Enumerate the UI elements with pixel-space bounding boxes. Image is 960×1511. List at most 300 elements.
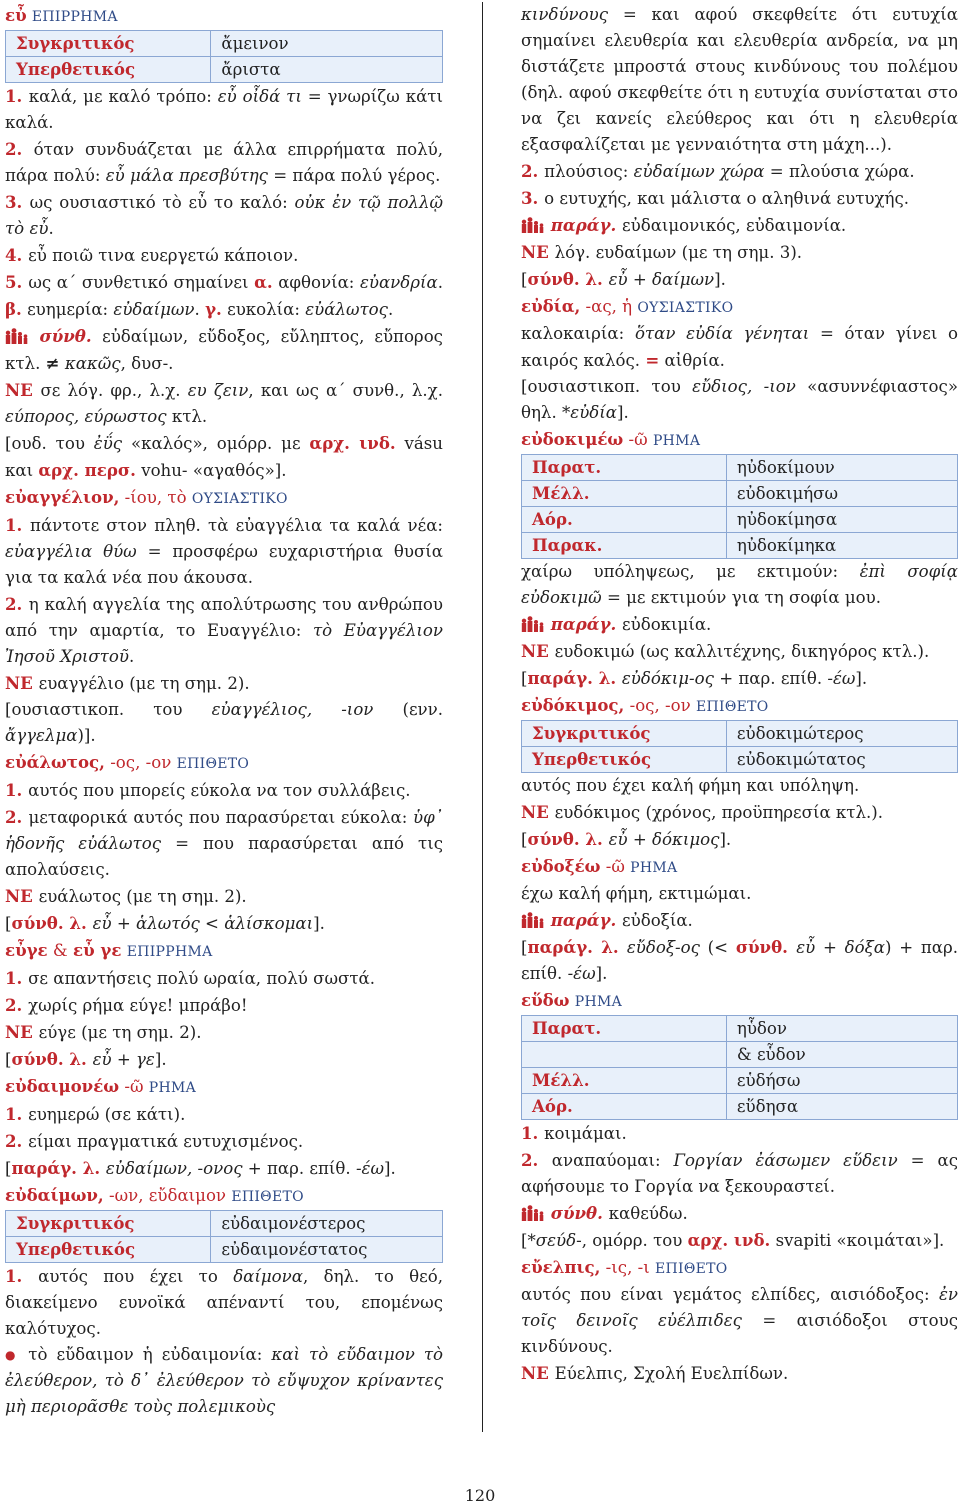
greek-example: εὖ οἶδά τι bbox=[217, 87, 302, 106]
text: «καλός», ομόρρ. με bbox=[122, 434, 310, 453]
entry-paragraph bbox=[5, 965, 443, 992]
table-row bbox=[522, 1068, 958, 1094]
text: . bbox=[128, 647, 135, 666]
text: μεταφορικά αυτός που παρασύρεται εύκολα: bbox=[28, 808, 413, 827]
bullet: ● bbox=[5, 1348, 20, 1362]
marker: 1. bbox=[5, 86, 29, 106]
text: αφθονία: bbox=[272, 273, 360, 292]
table-row bbox=[6, 31, 443, 57]
part-of-speech: ΟΥΣΙΑΣΤΙΚΟ bbox=[637, 300, 734, 316]
entry-paragraph bbox=[5, 269, 443, 323]
table-row bbox=[6, 57, 443, 83]
form-value: ηὐδοκίμηκα bbox=[726, 533, 957, 559]
marker: αρχ. περσ. bbox=[38, 460, 136, 480]
headword: εὐδαιμονέω bbox=[5, 1076, 120, 1096]
marker: 2. bbox=[5, 807, 29, 827]
greek-example: καὶ τὸ εὔδαιμον τὸ ἐλεύθερον, τὸ δ᾽ ἐλεύθερον τὸ εὔψυχον κρίναντες μὴ περιορᾶσθε τοὺς πολεμικοὺς bbox=[5, 1345, 443, 1416]
family-icon bbox=[521, 1205, 545, 1221]
entry-paragraph bbox=[521, 185, 958, 212]
text: + bbox=[111, 1050, 137, 1069]
forms-table bbox=[521, 720, 958, 773]
text: ]. bbox=[384, 1159, 396, 1178]
greek-example: σεύδ- bbox=[535, 1231, 582, 1250]
text: = και αφού σκεφθείτε ότι ευτυχία σημαίνει ελευθερία και ελευθερία ανδρεία, να μη διστάζετε μπροστά στους κινδύνους του πολέμου (δηλ. αφού σκεφθείτε ότι η ευτυχία συνίσταται στο να ζει κανείς ελεύθερος και ότι η ελευθερία εξασφαλίζεται με γενναιότητα στη μάχη...). bbox=[521, 5, 958, 154]
form-label bbox=[522, 1042, 727, 1068]
text: ευάλωτος (με τη σημ. 2). bbox=[38, 887, 247, 906]
inflection: -ος, -ον bbox=[104, 753, 172, 772]
text: = προσφέρω ευχαριστήρια θυσία για τα καλά νέα που άκουσα. bbox=[5, 542, 443, 587]
text: ο ευτυχής, και μάλιστα ο αληθινά ευτυχής. bbox=[544, 189, 910, 208]
entry-paragraph bbox=[5, 242, 443, 269]
text: = που παρασύρεται από τις απολαύσεις. bbox=[5, 834, 443, 879]
marker: αρχ. ινδ. bbox=[687, 1230, 771, 1250]
entry-paragraph bbox=[5, 430, 443, 484]
text: = πλούσια χώρα. bbox=[764, 162, 915, 181]
part-of-speech: ΡΗΜΑ bbox=[574, 994, 623, 1010]
greek-example: δαίμων bbox=[652, 270, 715, 289]
text: , και ως α΄ συνθ., λ.χ. bbox=[248, 381, 443, 400]
entry-paragraph bbox=[5, 1342, 443, 1420]
form-value: εὐδοκιμώτερος bbox=[726, 721, 957, 747]
text: )]. bbox=[77, 726, 96, 745]
text: [ bbox=[5, 1159, 12, 1178]
greek-example: εὐδόκιμ-ος bbox=[621, 669, 714, 688]
entry-paragraph bbox=[5, 189, 443, 242]
entry-headword-line bbox=[521, 853, 958, 881]
text: + παρ. επίθ. bbox=[713, 669, 828, 688]
entry-headword-line bbox=[521, 426, 958, 454]
text: τὸ εὔδαιμον ἡ εὐδαιμονία: bbox=[19, 1345, 272, 1364]
text: . bbox=[194, 300, 206, 319]
inflection: -ων, εὔδαιμον bbox=[103, 1186, 227, 1205]
entry-paragraph bbox=[521, 799, 958, 826]
marker: 2. bbox=[5, 995, 29, 1015]
form-label: Συγκριτικός bbox=[6, 1211, 211, 1237]
marker: ΝΕ bbox=[521, 802, 555, 822]
entry-headword-line bbox=[5, 484, 443, 512]
form-value: ἄμεινον bbox=[211, 31, 443, 57]
greek-example: κακῶς bbox=[64, 354, 121, 373]
entry-paragraph bbox=[5, 591, 443, 670]
entry-paragraph bbox=[5, 670, 443, 697]
marker: 2. bbox=[521, 1150, 552, 1170]
greek-example: εὔδοξ-ος bbox=[626, 938, 700, 957]
greek-example: εύπορος, εύρωστος bbox=[5, 407, 167, 426]
text: ευημερία: bbox=[21, 300, 114, 319]
headword: εὐδόκιμος, bbox=[521, 695, 625, 715]
text: έχω καλή φήμη, εκτιμώμαι. bbox=[521, 884, 752, 903]
inflection: -ος, -ον bbox=[624, 696, 691, 715]
marker: 1. bbox=[5, 515, 31, 535]
text: ευδόκιμος (χρόνος, προϋπηρεσία κτλ.). bbox=[554, 803, 884, 822]
marker: σύνθ. bbox=[735, 937, 797, 957]
form-value: εὐδοκιμώτατος bbox=[726, 747, 957, 773]
marker: 3. bbox=[5, 192, 30, 212]
form-label: Υπερθετικός bbox=[522, 747, 727, 773]
text: καθεύδω. bbox=[608, 1204, 688, 1223]
greek-example: ὅταν εὐδία γένηται bbox=[634, 324, 810, 343]
entry-paragraph bbox=[5, 697, 443, 749]
forms-table bbox=[5, 30, 443, 83]
headword-variant: εὖ γε bbox=[72, 940, 122, 960]
text: κτλ. bbox=[166, 407, 208, 426]
form-label: Αόρ. bbox=[522, 507, 727, 533]
table-row bbox=[522, 1016, 958, 1042]
headword: εὕδω bbox=[521, 990, 570, 1010]
entry-paragraph bbox=[521, 1147, 958, 1200]
marker: αρχ. ινδ. bbox=[309, 433, 396, 453]
forms-table bbox=[521, 1015, 958, 1120]
text: (< bbox=[699, 938, 736, 957]
marker: σύνθ. λ. bbox=[11, 1049, 93, 1069]
inflection: -ῶ bbox=[623, 430, 648, 449]
inflection: -ας, ἡ bbox=[580, 297, 633, 316]
greek-example: εὐανδρία bbox=[359, 273, 438, 292]
headword: εὐδοκιμέω bbox=[521, 429, 624, 449]
text: + bbox=[627, 270, 653, 289]
text: ]. bbox=[595, 964, 608, 983]
table-row bbox=[522, 747, 958, 773]
entry-paragraph bbox=[5, 1101, 443, 1128]
greek-example: εὖ bbox=[608, 270, 628, 289]
column-divider bbox=[482, 2, 483, 1432]
text: = όταν γίνει ο καιρός καλός. bbox=[521, 324, 959, 370]
entry-paragraph bbox=[5, 1019, 443, 1046]
text: [ουσιαστικοπ. του bbox=[5, 700, 212, 719]
text: [ bbox=[521, 669, 528, 688]
text: . bbox=[48, 219, 54, 238]
text: όταν συνδυάζεται με άλλα επιρρήματα πολύ, πάρα πολύ: bbox=[5, 140, 444, 185]
form-label: Παρακ. bbox=[522, 533, 727, 559]
greek-example: εὖ bbox=[92, 914, 112, 933]
text: . bbox=[437, 273, 443, 292]
text: . bbox=[387, 300, 394, 319]
marker: παράγ. λ. bbox=[527, 937, 627, 957]
text: εὐδαίμων, εὔδοξος, εὔληπτος, εὔπορος κτλ. bbox=[5, 327, 443, 373]
part-of-speech: ΡΗΜΑ bbox=[630, 860, 678, 876]
part-of-speech: ΕΠΙΘΕΤΟ bbox=[655, 1261, 728, 1277]
text: vásu και bbox=[5, 434, 443, 480]
text: εὐδαιμονικός, εὐδαιμονία. bbox=[622, 216, 847, 235]
greek-example: ἁλίσκομαι bbox=[224, 914, 314, 933]
entry-paragraph bbox=[521, 374, 958, 426]
text: = γνωρίζω κάτι καλά. bbox=[5, 87, 443, 132]
form-value: & εὗδον bbox=[726, 1042, 957, 1068]
text: , δυσ-. bbox=[120, 354, 174, 373]
part-of-speech: ΡΗΜΑ bbox=[148, 1080, 197, 1096]
part-of-speech: ΕΠΙΘΕΤΟ bbox=[696, 699, 769, 715]
entry-paragraph bbox=[5, 777, 443, 804]
form-label: Αόρ. bbox=[522, 1094, 727, 1120]
derivation-label: σύνθ. bbox=[545, 1203, 609, 1223]
entry-paragraph bbox=[521, 2, 958, 158]
greek-example: -έω bbox=[567, 964, 596, 983]
text: πλούσιος: bbox=[544, 162, 634, 181]
entry-paragraph bbox=[521, 638, 958, 665]
text: ) + παρ. επίθ. bbox=[521, 938, 958, 983]
headword: εὐδαίμων, bbox=[5, 1185, 104, 1205]
greek-example: ἐπὶ σοφίᾳ εὐδοκιμῶ bbox=[521, 562, 958, 607]
text: ]. bbox=[855, 669, 868, 688]
entry-paragraph bbox=[521, 321, 958, 374]
text: (ενν. bbox=[373, 700, 443, 719]
text: = ας αφήσουμε το Γοργία να ξεκουραστεί. bbox=[521, 1151, 958, 1196]
form-label: Μέλλ. bbox=[522, 481, 727, 507]
form-value: ηὐδοκίμησα bbox=[726, 507, 957, 533]
entry-paragraph bbox=[521, 1120, 958, 1147]
text: + bbox=[815, 938, 845, 957]
marker: = bbox=[645, 350, 660, 370]
form-label: Παρατ. bbox=[522, 1016, 727, 1042]
greek-example: -έω bbox=[355, 1159, 384, 1178]
right-column bbox=[521, 2, 958, 1387]
entry-paragraph bbox=[521, 239, 958, 266]
text: καλά, με καλό τρόπο: bbox=[28, 87, 218, 106]
entry-paragraph bbox=[5, 136, 443, 189]
entry-paragraph bbox=[521, 881, 958, 907]
text: + bbox=[627, 830, 653, 849]
text: , ομόρρ. του bbox=[581, 1231, 688, 1250]
text: [ bbox=[5, 1050, 12, 1069]
inflection: -ῶ bbox=[600, 857, 625, 876]
marker: 1. bbox=[5, 1266, 39, 1286]
marker: σύνθ. λ. bbox=[527, 269, 609, 289]
marker: παράγ. λ. bbox=[527, 668, 622, 688]
form-label: Συγκριτικός bbox=[522, 721, 727, 747]
text: χαίρω υπόληψεως, με εκτιμούν: bbox=[521, 562, 860, 581]
forms-table bbox=[521, 454, 958, 559]
text: + bbox=[111, 914, 137, 933]
marker: 2. bbox=[5, 1131, 29, 1151]
family-icon bbox=[5, 328, 29, 344]
table-row bbox=[522, 481, 958, 507]
marker: παράγ. λ. bbox=[11, 1158, 106, 1178]
text: ευκολία: bbox=[221, 300, 306, 319]
text: ]. bbox=[719, 830, 732, 849]
form-value: ηὗδον bbox=[726, 1016, 957, 1042]
table-row bbox=[522, 455, 958, 481]
greek-example: εὖ bbox=[608, 830, 628, 849]
entry-paragraph bbox=[521, 1360, 958, 1387]
inflection: -ις, -ι bbox=[600, 1258, 650, 1277]
entry-headword-line bbox=[5, 749, 443, 777]
marker: 2. bbox=[5, 139, 34, 159]
headword: εὐδοξέω bbox=[521, 856, 601, 876]
entry-paragraph bbox=[5, 323, 443, 377]
entry-paragraph bbox=[521, 826, 958, 853]
text: αυτός που έχει καλή φήμη και υπόληψη. bbox=[521, 776, 860, 795]
form-value: εὕδησα bbox=[726, 1094, 957, 1120]
marker: α. bbox=[254, 272, 273, 292]
entry-paragraph bbox=[521, 158, 958, 185]
text: χωρίς ρήμα εύγε! μπράβο! bbox=[28, 996, 248, 1015]
greek-example: εὖ bbox=[796, 938, 816, 957]
greek-example: εὐαγγέλιος, -ιον bbox=[211, 700, 374, 719]
text: πάντοτε στον πληθ. τὰ εὐαγγέλια τα καλά νέα: bbox=[30, 516, 443, 535]
entry-paragraph bbox=[5, 1263, 443, 1342]
entry-paragraph bbox=[521, 773, 958, 799]
text: = αισιόδοξοι στους κινδύνους. bbox=[521, 1311, 958, 1356]
entry-paragraph bbox=[5, 883, 443, 910]
entry-paragraph bbox=[521, 1200, 958, 1227]
greek-example: ἁλωτός bbox=[136, 914, 200, 933]
marker: 1. bbox=[5, 780, 29, 800]
greek-example: εὐαγγέλια θύω bbox=[5, 542, 137, 561]
text: , δηλ. το θεό, διακείμενο ευνοϊκά απέναντί του, επομένως καλότυχος. bbox=[5, 1267, 443, 1338]
text: αυτός που έχει το bbox=[38, 1267, 234, 1286]
marker: 1. bbox=[5, 968, 29, 988]
table-row bbox=[522, 1042, 958, 1068]
entry-paragraph bbox=[5, 1155, 443, 1182]
marker: β. bbox=[5, 299, 22, 319]
text: [ bbox=[521, 270, 528, 289]
text: κοιμάμαι. bbox=[544, 1124, 627, 1143]
entry-headword-line bbox=[5, 1073, 443, 1101]
text: vohu- «αγαθός»]. bbox=[135, 461, 287, 480]
greek-example: Γοργίαν ἐάσωμεν εὕδειν bbox=[673, 1151, 898, 1170]
form-value: εὐδοκιμήσω bbox=[726, 481, 957, 507]
marker: ΝΕ bbox=[5, 380, 41, 400]
form-value: εὐδαιμονέστερος bbox=[211, 1211, 443, 1237]
text: < bbox=[199, 914, 225, 933]
text: [ουδ. του bbox=[5, 434, 94, 453]
part-of-speech: ΕΠΙΘΕΤΟ bbox=[231, 1189, 304, 1205]
form-label: Συγκριτικός bbox=[6, 31, 211, 57]
page-number: 120 bbox=[464, 1486, 496, 1505]
table-row bbox=[522, 721, 958, 747]
headword: εὖ bbox=[5, 5, 27, 25]
part-of-speech: ΕΠΙΡΡΗΜΑ bbox=[31, 9, 118, 25]
text: ευημερώ (σε κάτι). bbox=[28, 1105, 186, 1124]
text: «ασυννέφιαστος» θηλ. * bbox=[521, 377, 958, 422]
text: εὖ ποιῶ τινα ευεργετώ κάποιον. bbox=[28, 246, 299, 265]
entry-headword-line bbox=[5, 2, 443, 30]
entry-paragraph bbox=[521, 212, 958, 239]
marker: 1. bbox=[5, 1104, 29, 1124]
text: ευαγγέλιο (με τη σημ. 2). bbox=[38, 674, 250, 693]
part-of-speech: ΕΠΙΘΕΤΟ bbox=[176, 756, 250, 772]
entry-paragraph bbox=[521, 1282, 958, 1360]
marker: ΝΕ bbox=[521, 242, 555, 262]
marker: ΝΕ bbox=[521, 641, 555, 661]
marker: ΝΕ bbox=[5, 1022, 39, 1042]
text: [* bbox=[521, 1231, 536, 1250]
greek-example: ὑφ᾽ ἡδονῆς εὐάλωτος bbox=[5, 808, 443, 853]
form-label: Παρατ. bbox=[522, 455, 727, 481]
text: ]. bbox=[313, 914, 325, 933]
text: λόγ. ευδαίμων (με τη σημ. 3). bbox=[554, 243, 803, 262]
family-icon bbox=[521, 616, 545, 632]
part-of-speech: ΡΗΜΑ bbox=[652, 433, 701, 449]
form-value: ἄριστα bbox=[211, 57, 443, 83]
text: είμαι πραγματικά ευτυχισμένος. bbox=[28, 1132, 304, 1151]
form-label: Υπερθετικός bbox=[6, 1237, 211, 1263]
text: = πάρα πολύ γέρος. bbox=[267, 166, 441, 185]
greek-example: εὐδαίμων χώρα bbox=[633, 162, 765, 181]
entry-paragraph bbox=[5, 512, 443, 591]
derivation-label: σύνθ. bbox=[29, 326, 103, 346]
marker: ΝΕ bbox=[5, 673, 39, 693]
greek-example: ἄγγελμα bbox=[5, 726, 78, 745]
greek-example: δαίμονα bbox=[233, 1267, 303, 1286]
greek-example: τὸ Εὐαγγέλιον Ἰησοῦ Χριστοῦ bbox=[5, 621, 443, 666]
forms-table bbox=[5, 1210, 443, 1263]
entry-paragraph bbox=[521, 266, 958, 293]
greek-example: δόξα bbox=[844, 938, 885, 957]
entry-paragraph bbox=[521, 907, 958, 934]
greek-example: οὐκ ἐν τῷ πολλῷ τὸ εὖ bbox=[5, 193, 443, 238]
entry-paragraph bbox=[521, 559, 958, 611]
table-row bbox=[522, 1094, 958, 1120]
text: ]. bbox=[617, 403, 629, 422]
derivation-label: παράγ. bbox=[545, 614, 623, 634]
text: αυτός που μπορείς εύκολα να τον συλλάβεις. bbox=[28, 781, 411, 800]
greek-example: ευ ζειν bbox=[187, 381, 249, 400]
text: [ bbox=[521, 830, 528, 849]
greek-example: εὐάλωτος bbox=[305, 300, 388, 319]
part-of-speech: ΕΠΙΡΡΗΜΑ bbox=[126, 944, 213, 960]
entry-paragraph bbox=[5, 1128, 443, 1155]
text: η καλή αγγελία της απολύτρωσης του ανθρώπου από την αμαρτία, το Ευαγγέλιο: bbox=[5, 595, 443, 640]
greek-example: κινδύνους bbox=[521, 5, 609, 24]
table-row bbox=[6, 1211, 443, 1237]
text: σε απαντήσεις πολύ ωραία, πολύ σωστά. bbox=[28, 969, 375, 988]
derivation-label: παράγ. bbox=[545, 215, 623, 235]
text: εὐδοκιμία. bbox=[622, 615, 712, 634]
entry-paragraph bbox=[5, 992, 443, 1019]
headword: εὐδία, bbox=[521, 296, 581, 316]
text: ]. bbox=[154, 1050, 167, 1069]
text: ]. bbox=[714, 270, 726, 289]
table-row bbox=[522, 533, 958, 559]
entry-paragraph bbox=[521, 934, 958, 987]
text: αναπαύομαι: bbox=[551, 1151, 674, 1170]
marker: ΝΕ bbox=[5, 886, 39, 906]
form-label: Υπερθετικός bbox=[6, 57, 211, 83]
entry-headword-line bbox=[521, 1254, 958, 1282]
greek-example: δόκιμος bbox=[652, 830, 720, 849]
text: ευδοκιμώ (ως καλλιτέχνης, δικηγόρος κτλ.). bbox=[554, 642, 930, 661]
entry-headword-line bbox=[5, 1182, 443, 1210]
text: svapiti «κοιμάται»]. bbox=[770, 1231, 945, 1250]
text: ως ουσιαστικό τὸ εὖ το καλό: bbox=[29, 193, 295, 212]
headword: εὐαγγέλιον, bbox=[5, 487, 120, 507]
inflection: -ίου, τὸ bbox=[119, 488, 187, 507]
headword: εὐάλωτος, bbox=[5, 752, 105, 772]
marker: γ. bbox=[205, 299, 222, 319]
entry-paragraph bbox=[5, 804, 443, 883]
inflection: -ῶ bbox=[119, 1077, 144, 1096]
text: [ bbox=[5, 914, 12, 933]
text: εὐδοξία. bbox=[622, 911, 693, 930]
entry-paragraph bbox=[5, 377, 443, 430]
table-row bbox=[6, 1237, 443, 1263]
form-value: εὑδήσω bbox=[726, 1068, 957, 1094]
entry-paragraph bbox=[5, 1046, 443, 1073]
form-value: εὐδαιμονέστατος bbox=[211, 1237, 443, 1263]
text: ως α΄ συνθετικό σημαίνει bbox=[28, 273, 255, 292]
marker: 4. bbox=[5, 245, 29, 265]
text: = με εκτιμούν για τη σοφία μου. bbox=[601, 588, 882, 607]
text: σε λόγ. φρ., λ.χ. bbox=[40, 381, 188, 400]
greek-example: εὐδαίμων bbox=[113, 300, 195, 319]
greek-example: εὖ bbox=[92, 1050, 112, 1069]
entry-headword-line bbox=[521, 293, 958, 321]
greek-example: εὖ μάλα πρεσβύτης bbox=[105, 166, 268, 185]
greek-example: εὔδιος, -ιον bbox=[692, 377, 796, 396]
greek-example: γε bbox=[136, 1050, 155, 1069]
text: αυτός που είναι γεμάτος ελπίδες, αισιόδοξος: bbox=[521, 1285, 939, 1304]
